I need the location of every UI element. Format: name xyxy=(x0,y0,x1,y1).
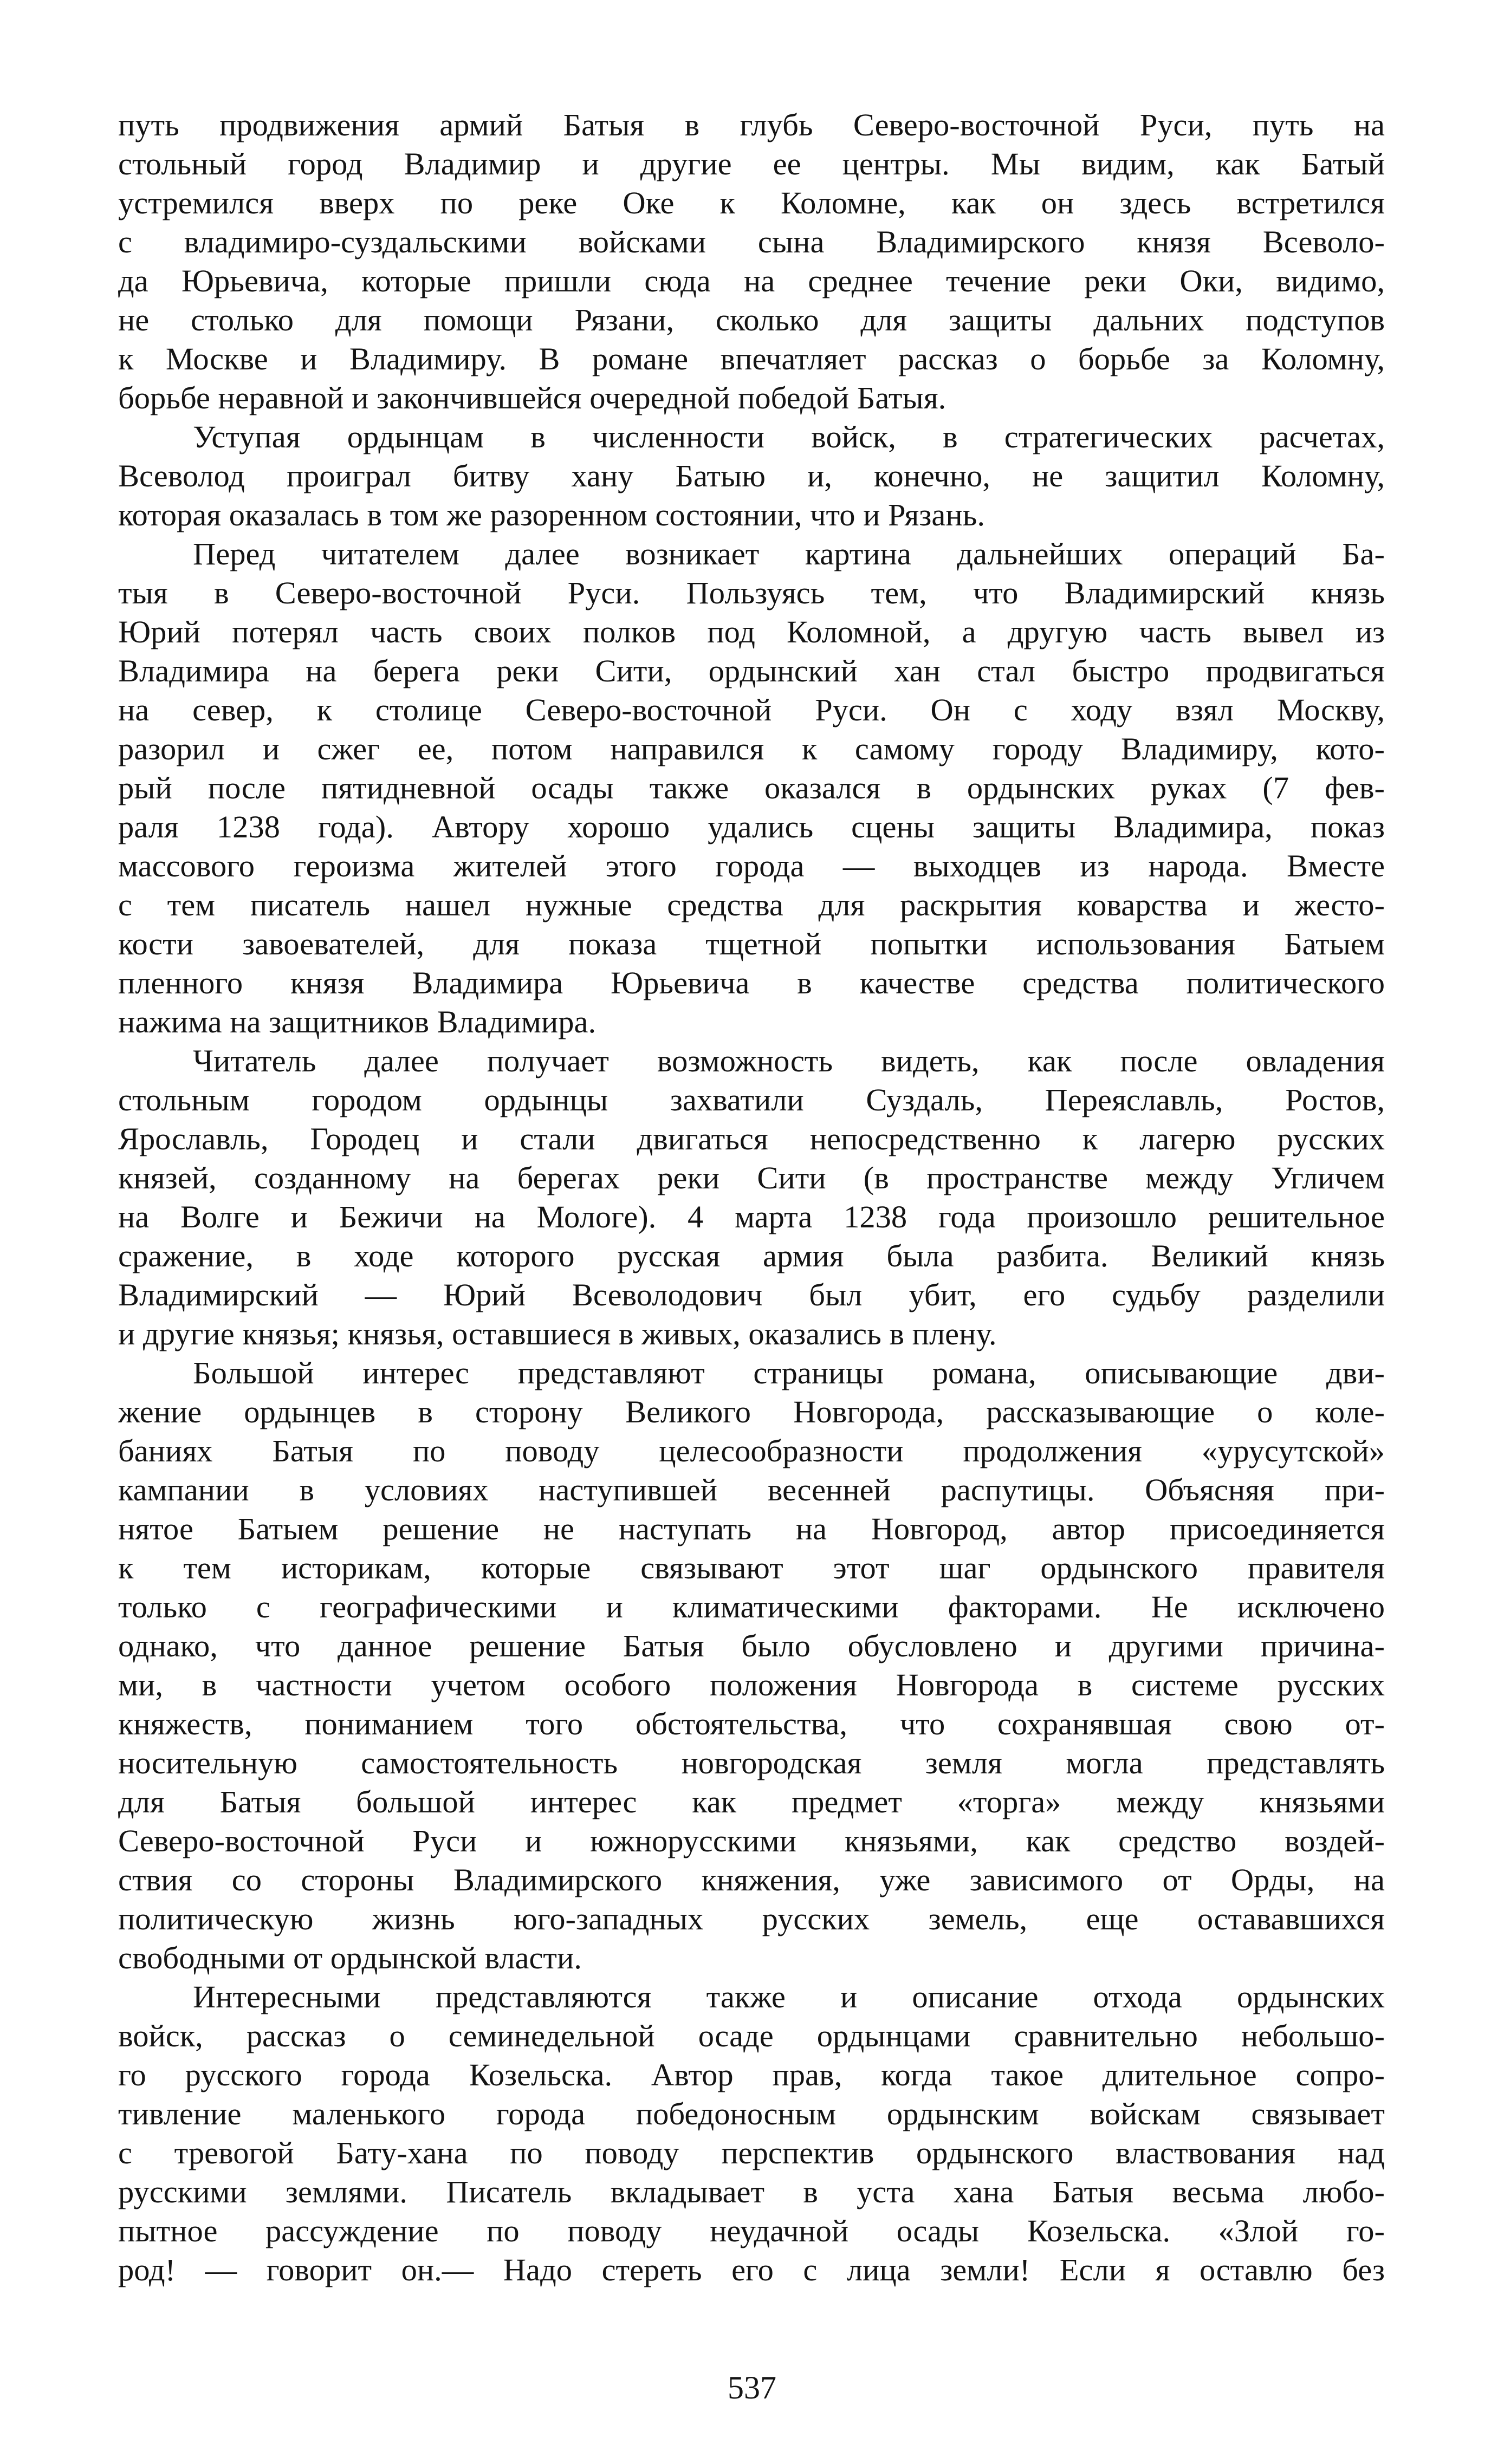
text-line: Интересными представляются также и описание отхода ордынских xyxy=(193,1979,1385,2014)
text-line: ствия со стороны Владимирского княжения, уже зависимого от Орды, на xyxy=(118,1862,1385,1897)
text-line: для Батыя большой интерес как предмет «торга» между князьями xyxy=(118,1784,1385,1819)
text-line: род! — говорит он.— Надо стереть его с лица земли! Если я оставлю без xyxy=(118,2252,1385,2287)
text-line: нажима на защитников Владимира. xyxy=(118,1004,597,1039)
text-line: го русского города Козельска. Автор прав, когда такое длительное сопро- xyxy=(118,2057,1385,2092)
text-line: ми, в частности учетом особого положения Новгорода в системе русских xyxy=(118,1667,1385,1702)
paragraph xyxy=(118,418,1385,535)
text-line: борьбе неравной и закончившейся очередной победой Батыя. xyxy=(118,380,947,415)
text-line: путь продвижения армий Батыя в глубь Северо-восточной Руси, путь на xyxy=(118,107,1385,142)
text-line: баниях Батыя по поводу целесообразности продолжения «урусутской» xyxy=(118,1433,1385,1468)
text-line: политическую жизнь юго-западных русских земель, еще остававшихся xyxy=(118,1901,1385,1936)
text-line: Владимирский — Юрий Всеволодович был убит, его судьбу разделили xyxy=(118,1277,1385,1312)
text-line: к тем историкам, которые связывают этот шаг ордынского правителя xyxy=(118,1550,1385,1585)
text-line: с владимиро-суздальскими войсками сына Владимирского князя Всеволо- xyxy=(118,224,1385,259)
paragraph xyxy=(118,106,1385,418)
text-line: на Волге и Бежичи на Мологе). 4 марта 1238 года произошло решительное xyxy=(118,1199,1385,1234)
text-line: не столько для помощи Рязани, сколько для защиты дальних подступов xyxy=(118,302,1385,337)
text-line: сражение, в ходе которого русская армия была разбита. Великий князь xyxy=(118,1238,1385,1273)
text-line: да Юрьевича, которые пришли сюда на среднее течение реки Оки, видимо, xyxy=(118,263,1385,298)
text-line: которая оказалась в том же разоренном состоянии, что и Рязань. xyxy=(118,497,985,532)
text-line: массового героизма жителей этого города — выходцев из народа. Вместе xyxy=(118,848,1385,883)
text-line: стольным городом ордынцы захватили Суздаль, Переяславль, Ростов, xyxy=(118,1082,1385,1117)
text-line: только с географическими и климатическими факторами. Не исключено xyxy=(118,1589,1385,1624)
text-line: Читатель далее получает возможность видеть, как после овладения xyxy=(193,1043,1385,1078)
text-line: с тревогой Бату-хана по поводу перспектив ордынского властвования над xyxy=(118,2135,1385,2170)
text-line: кампании в условиях наступившей весенней распутицы. Объясняя при- xyxy=(118,1472,1385,1507)
text-line: рый после пятидневной осады также оказался в ордынских руках (7 фев- xyxy=(118,770,1385,805)
text-line: Ярославль, Городец и стали двигаться непосредственно к лагерю русских xyxy=(118,1121,1385,1156)
text-line: кости завоевателей, для показа тщетной попытки использования Батыем xyxy=(118,926,1385,961)
text-line: устремился вверх по реке Оке к Коломне, как он здесь встретился xyxy=(118,185,1385,220)
text-line: княжеств, пониманием того обстоятельства, что сохранявшая свою от- xyxy=(118,1706,1385,1741)
text-line: стольный город Владимир и другие ее центры. Мы видим, как Батый xyxy=(118,146,1385,181)
text-line: пытное рассуждение по поводу неудачной осады Козельска. «Злой го- xyxy=(118,2213,1385,2248)
text-line: тыя в Северо-восточной Руси. Пользуясь тем, что Владимирский князь xyxy=(118,575,1385,610)
text-line: однако, что данное решение Батыя было обусловлено и другими причина- xyxy=(118,1628,1385,1663)
paragraph xyxy=(118,1042,1385,1354)
text-line: и другие князья; князья, оставшиеся в живых, оказались в плену. xyxy=(118,1316,997,1351)
text-line: Перед читателем далее возникает картина дальнейших операций Ба- xyxy=(193,536,1385,571)
text-line: пленного князя Владимира Юрьевича в качестве средства политического xyxy=(118,965,1385,1000)
text-line: жение ордынцев в сторону Великого Новгорода, рассказывающие о коле- xyxy=(118,1394,1385,1429)
text-line: разорил и сжег ее, потом направился к самому городу Владимиру, кото- xyxy=(118,731,1385,766)
text-line: войск, рассказ о семинедельной осаде ордынцами сравнительно небольшо- xyxy=(118,2018,1385,2053)
text-line: Всеволод проиграл битву хану Батыю и, конечно, не защитил Коломну, xyxy=(118,458,1385,493)
text-line: свободными от ордынской власти. xyxy=(118,1940,582,1975)
text-line: к Москве и Владимиру. В романе впечатляет рассказ о борьбе за Коломну, xyxy=(118,341,1385,376)
paragraph xyxy=(118,1978,1385,2290)
text-line: князей, созданному на берегах реки Сити (в пространстве между Угличем xyxy=(118,1160,1385,1195)
text-line: носительную самостоятельность новгородская земля могла представлять xyxy=(118,1745,1385,1780)
text-line: Владимира на берега реки Сити, ордынский хан стал быстро продвигаться xyxy=(118,653,1385,688)
text-line: нятое Батыем решение не наступать на Новгород, автор присоединяется xyxy=(118,1511,1385,1546)
paragraph xyxy=(118,535,1385,1042)
text-line: на север, к столице Северо-восточной Руси. Он с ходу взял Москву, xyxy=(118,692,1385,727)
text-line: с тем писатель нашел нужные средства для раскрытия коварства и жесто- xyxy=(118,887,1385,922)
text-line: Северо-восточной Руси и южнорусскими князьями, как средство воздей- xyxy=(118,1823,1385,1858)
text-line: Юрий потерял часть своих полков под Коломной, а другую часть вывел из xyxy=(118,614,1385,649)
text-line: раля 1238 года). Автору хорошо удались сцены защиты Владимира, показ xyxy=(118,809,1385,844)
text-line: Уступая ордынцам в численности войск, в стратегических расчетах, xyxy=(193,419,1385,454)
document-page xyxy=(118,106,1385,2290)
page-number: 537 xyxy=(728,2370,776,2406)
text-line: русскими землями. Писатель вкладывает в уста хана Батыя весьма любо- xyxy=(118,2174,1385,2209)
text-line: Большой интерес представляют страницы романа, описывающие дви- xyxy=(193,1355,1385,1390)
text-line: тивление маленького города победоносным ордынским войскам связывает xyxy=(118,2096,1385,2131)
paragraph xyxy=(118,1354,1385,1978)
